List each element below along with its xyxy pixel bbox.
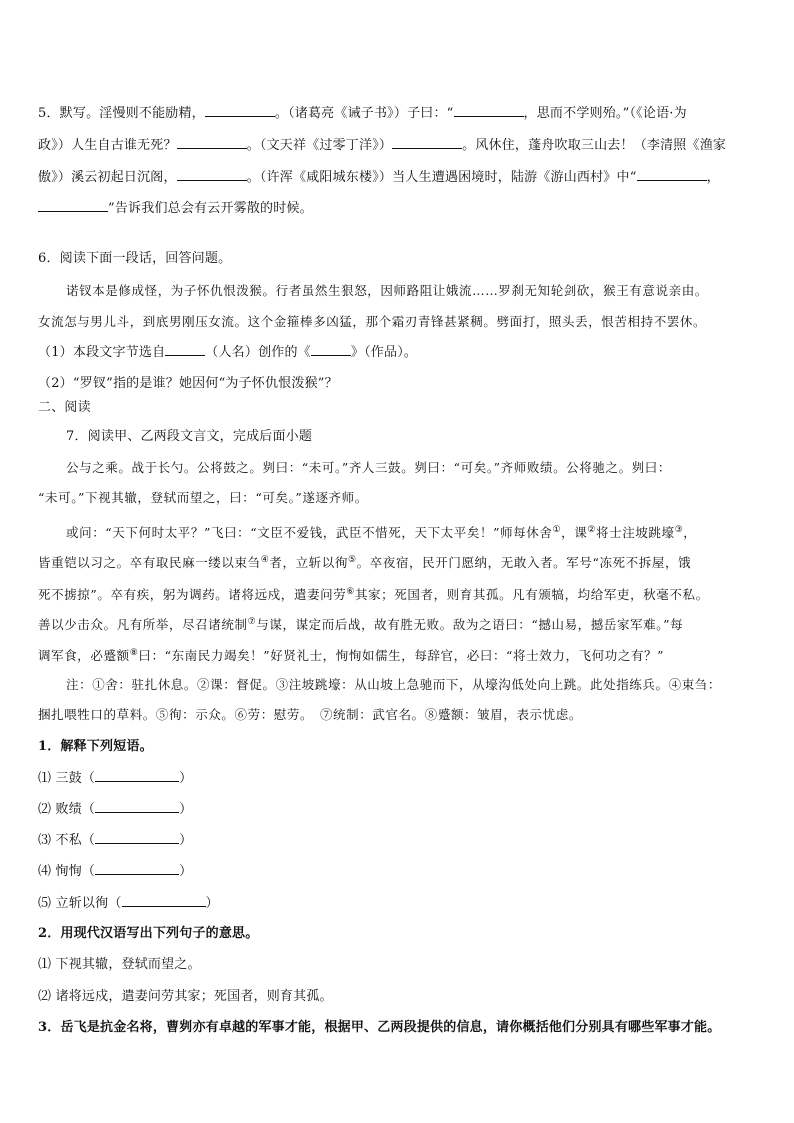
q5-line-2: 政》）人生自古谁无死？ 。（文天祥《过零丁洋》） 。风休住，蓬舟吹取三山去！（李清照《渔家 <box>38 135 760 156</box>
q5-line-1: 5．默写。淫慢则不能励精， 。（诸葛亮《诫子书》）子曰：“ ，思而不学则殆。”（《论语·为 <box>38 103 760 124</box>
answer-blank[interactable] <box>637 167 707 181</box>
q7-sub1-item: ⑵ 败绩（ ） <box>38 799 760 820</box>
answer-blank[interactable] <box>311 342 351 356</box>
q7-passage-b-line-2: 皆重铠以习之。卒有取民麻一缕以束刍④者，立斩以徇⑤。卒夜宿，民开门愿纳，无敢入者。军号“冻死不拆屋，饿 <box>38 555 692 570</box>
q7-passage-b-line-5: 调军食，必蹙额⑧曰：“东南民力竭矣！”好贤礼士，恂恂如儒生，每辞官，必曰：“将士效力，飞何功之有？” <box>38 648 665 663</box>
q5-line-3: 傲》）溪云初起日沉阁， 。（许浑《咸阳城东楼》）当人生遭遇困境时，陆游《游山西村》中“ ， <box>38 167 760 188</box>
q7-sub1-item: ⑴ 三鼓（ ） <box>38 768 760 789</box>
q6-sub-question-1: （1）本段文字节选自 （人名）创作的《 》（作品）。 <box>38 342 760 363</box>
answer-blank[interactable] <box>177 135 247 149</box>
q6-sub-question-2: （2）“罗钗”指的是谁？她因何“为子怀仇恨泼猴”？ <box>38 376 338 391</box>
q7-sub1-item: ⑶ 不私（ ） <box>38 830 760 851</box>
answer-blank[interactable] <box>95 799 179 813</box>
q7-passage-b-line-1: 或问：“天下何时太平？”飞曰：“文臣不爱钱，武臣不惜死，天下太平矣！”师每休舍①，课②将士注坡跳壕③， <box>66 525 697 540</box>
q7-passage-b-line-4: 善以少击众。凡有所举，尽召诸统制⑦与谋，谋定而后战，故有胜无败。敌为之语曰：“撼山易，撼岳家军难。”每 <box>38 617 684 632</box>
q7-title: 7．阅读甲、乙两段文言文，完成后面小题 <box>66 429 313 444</box>
answer-blank[interactable] <box>38 198 108 212</box>
q7-notes-line-1: 注：①舍：驻扎休息。②课：督促。③注坡跳壕：从山坡上急驰而下，从壕沟低处向上跳。此处指练兵。④束刍： <box>66 677 722 692</box>
answer-blank[interactable] <box>95 768 179 782</box>
q7-notes-line-2: 捆扎喂牲口的草料。⑤徇：示众。⑥劳：慰劳。 ⑦统制：武官名。⑧蹙额：皱眉，表示忧虑。 <box>38 707 582 722</box>
q7-sub1-item: ⑷ 恂恂（ ） <box>38 861 760 882</box>
q5-line-4: ”告诉我们总会有云开雾散的时候。 <box>38 198 760 219</box>
q7-sub3-question: 3．岳飞是抗金名将，曹刿亦有卓越的军事才能，根据甲、乙两段提供的信息，请你概括他们分别具有哪些军事才能。 <box>38 1020 721 1035</box>
q7-passage-a-line-2: “未可。”下视其辙，登轼而望之，曰：“可矣。”遂逐齐师。 <box>38 490 368 505</box>
answer-blank[interactable] <box>454 103 524 117</box>
q6-title: 6．阅读下面一段话，回答问题。 <box>38 251 232 266</box>
answer-blank[interactable] <box>177 167 247 181</box>
q7-sub2-item: ⑵ 诸将远戍，遣妻问劳其家；死国者，则育其孤。 <box>38 989 333 1004</box>
q7-sub1-title: 1．解释下列短语。 <box>38 739 153 754</box>
q6-passage-line-2: 女流怎与男儿斗，到底男刚压女流。这个金箍棒多凶猛，那个霜刃青锋甚紧稠。劈面打，照头丢，恨苦相持不罢休。 <box>38 314 707 329</box>
q7-sub2-title: 2．用现代汉语写出下列句子的意思。 <box>38 926 259 941</box>
answer-blank[interactable] <box>392 135 462 149</box>
q6-passage-line-1: 诺钗本是修成怪，为子怀仇恨泼猴。行者虽然生狠怒，因师路阻让娥流……罗刹无知轮剑砍，猴王有意说亲由。 <box>66 283 708 298</box>
answer-blank[interactable] <box>95 861 179 875</box>
q7-sub1-item: ⑸ 立斩以徇（ ） <box>38 893 760 914</box>
q7-passage-a-line-1: 公与之乘。战于长勺。公将鼓之。刿曰：“未可。”齐人三鼓。刿曰：“可矣。”齐师败绩。公将驰之。刿曰： <box>66 460 671 475</box>
q7-passage-b-line-3: 死不掳掠”。卒有疾，躬为调药。诸将远戍，遣妻问劳⑥其家；死国者，则育其孤。凡有颁犒，均给军吏，秋毫不私。 <box>38 587 709 602</box>
answer-blank[interactable] <box>95 830 179 844</box>
answer-blank[interactable] <box>165 342 205 356</box>
q7-sub2-item: ⑴ 下视其辙，登轼而望之。 <box>38 957 201 972</box>
answer-blank[interactable] <box>205 103 275 117</box>
section-heading: 二、阅读 <box>38 400 91 415</box>
answer-blank[interactable] <box>122 893 206 907</box>
